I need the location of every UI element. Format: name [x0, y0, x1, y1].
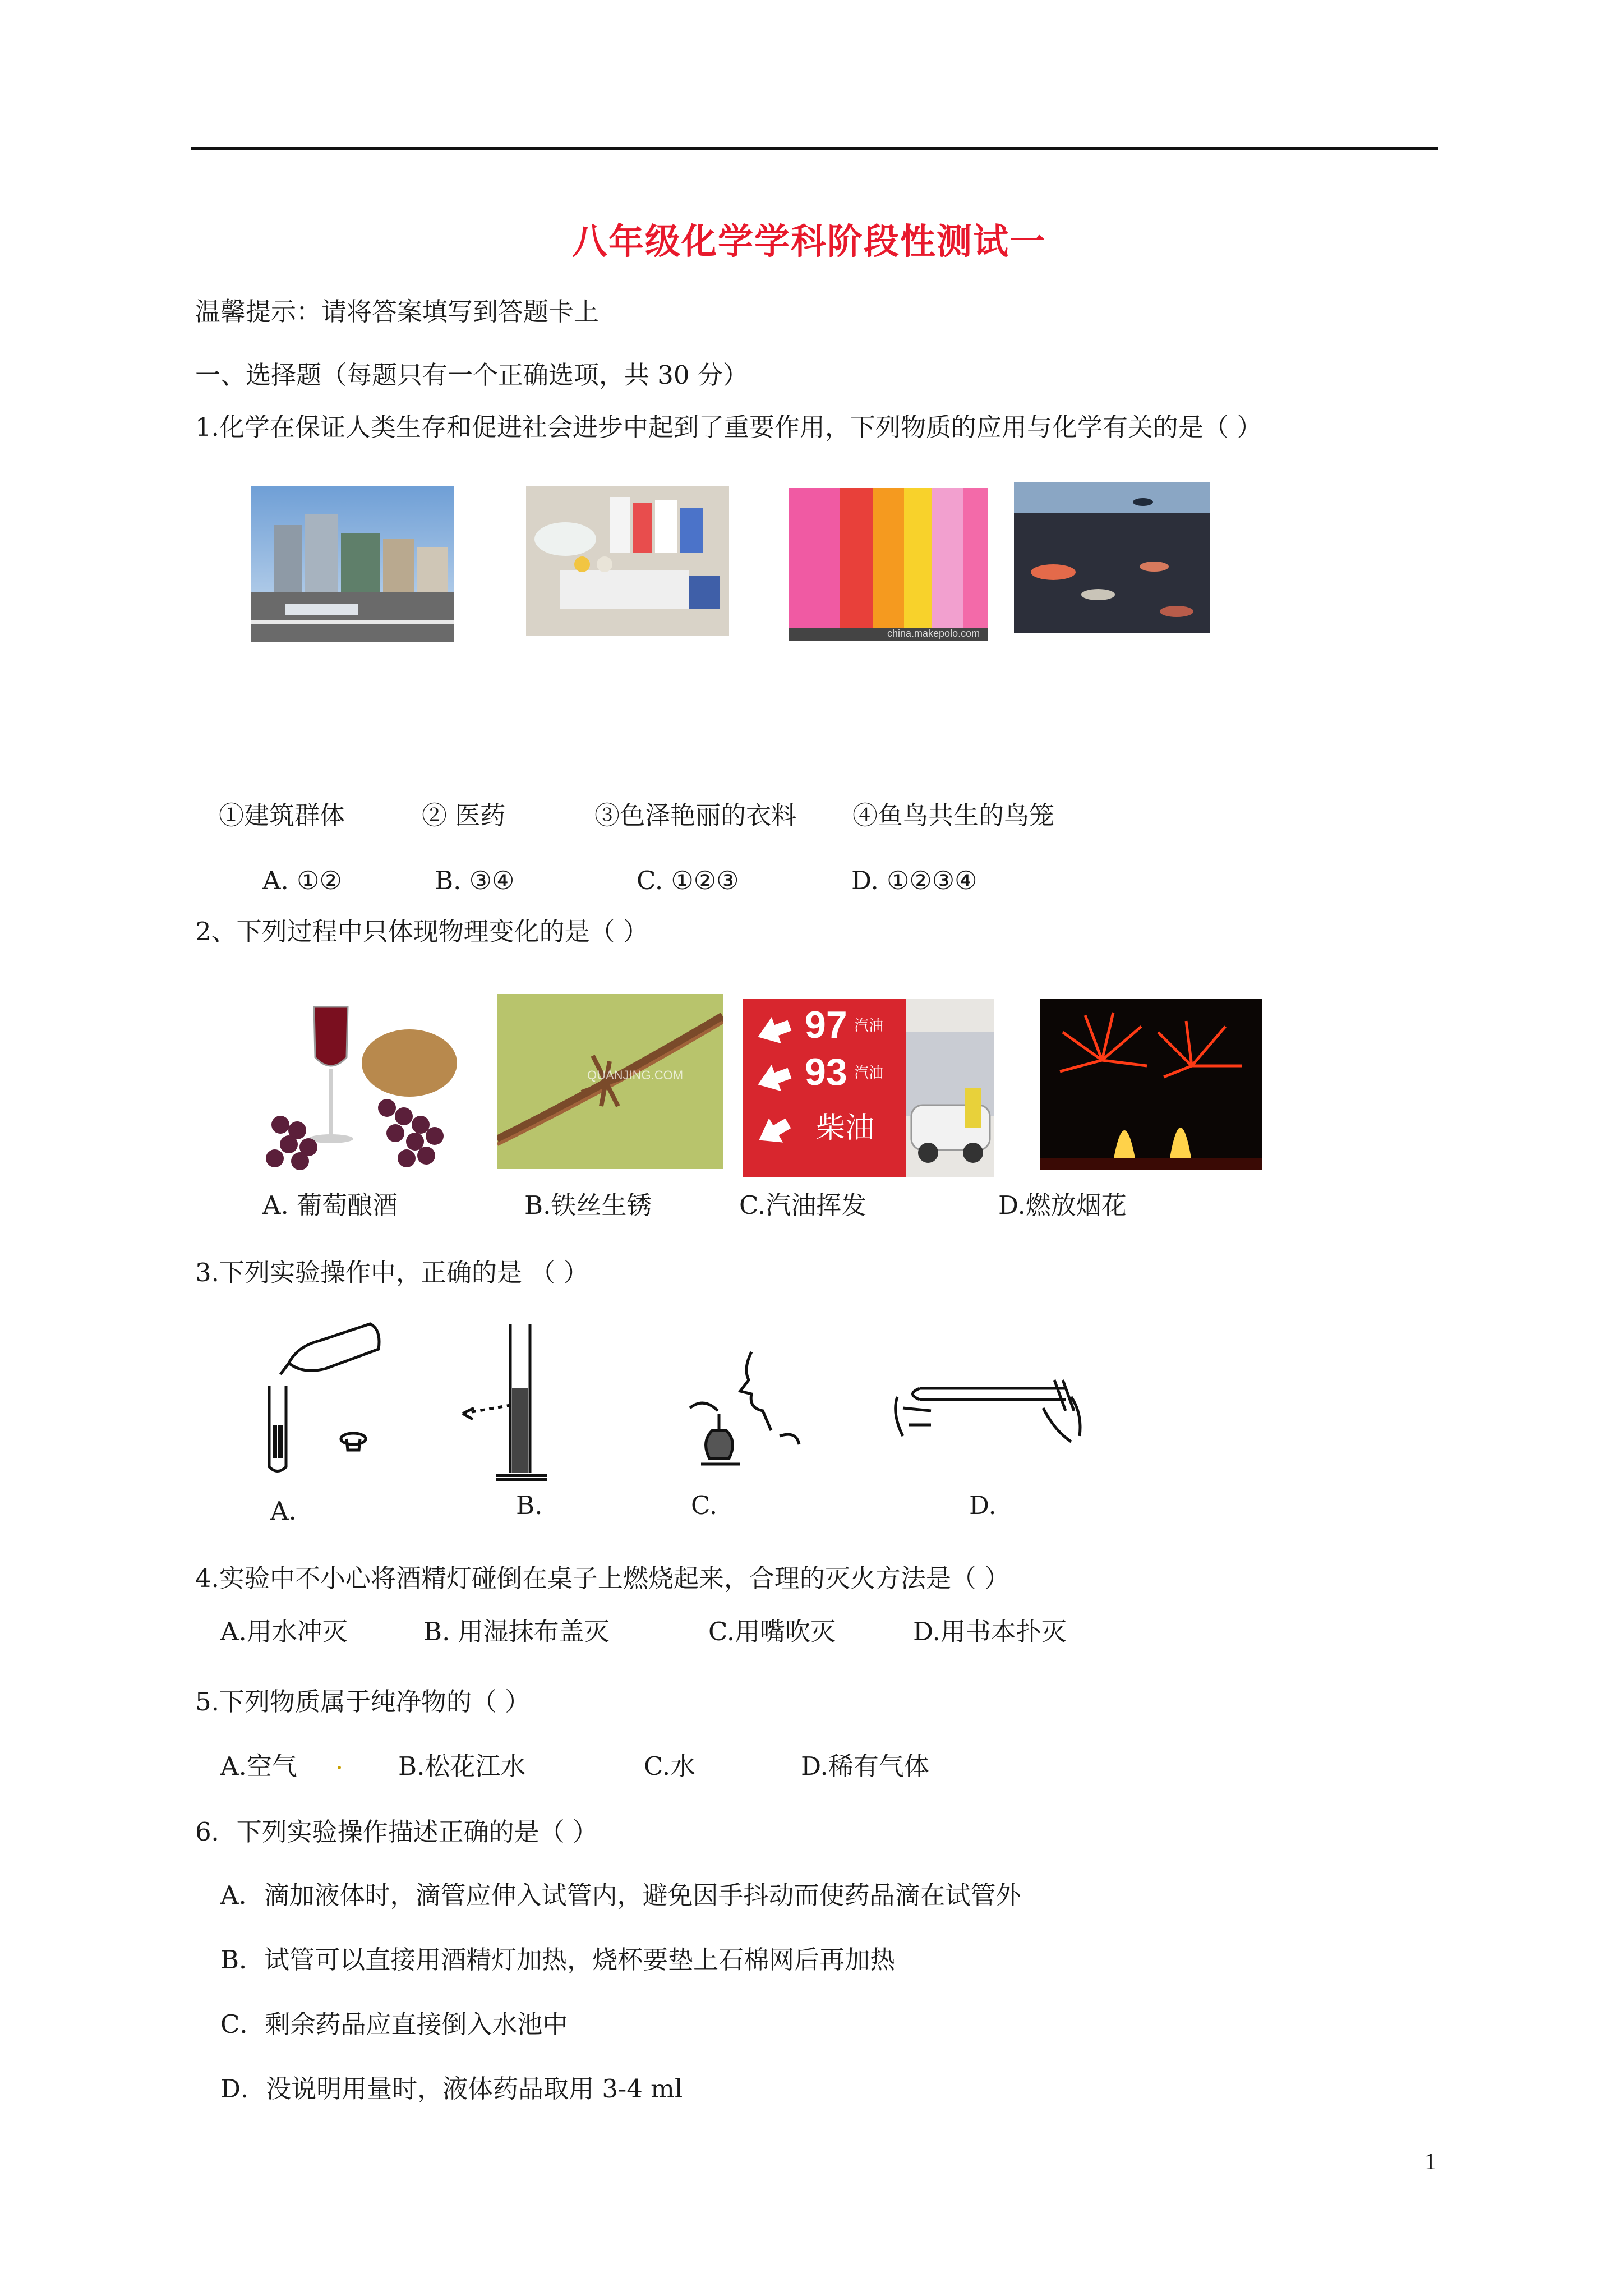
q1-image-label-1: ①建筑群体 [219, 800, 345, 830]
q2-option-b: B.铁丝生锈 [524, 1190, 652, 1220]
q3-option-b: B. [516, 1490, 543, 1520]
section-heading: 一、选择题（每题只有一个正确选项，共 30 分） [195, 360, 748, 390]
q2-image-rusted-wire [497, 994, 723, 1169]
q1-image-fabric [789, 488, 988, 641]
fabric-watermark: china.makepolo.com [887, 628, 980, 639]
q2-image-gas-station [743, 999, 994, 1177]
q1-image-label-4: ④鱼鸟共生的鸟笼 [852, 800, 1055, 830]
sign-97: 97 [805, 1004, 847, 1046]
q5-option-d: D.稀有气体 [801, 1751, 929, 1781]
q1-image-buildings [251, 486, 454, 642]
q3-figure-c-smelling [679, 1346, 808, 1481]
q2-image-fireworks [1040, 999, 1262, 1170]
page-title: 八年级化学学科阶段性测试一 [572, 220, 1046, 262]
q3-option-c: C. [691, 1490, 718, 1520]
q1-image-aquarium [1014, 482, 1210, 633]
q1-image-label-2: ② 医药 [422, 800, 506, 830]
stray-mark [338, 1766, 341, 1769]
q4-option-d: D.用书本扑灭 [913, 1617, 1067, 1646]
q1-option-c: C. ①②③ [637, 866, 739, 895]
q1-image-label-3: ③色泽艳丽的衣料 [594, 800, 797, 830]
page-number: 1 [1424, 2149, 1436, 2175]
q4-stem: 4.实验中不小心将酒精灯碰倒在桌子上燃烧起来，合理的灭火方法是（ ） [195, 1563, 1010, 1593]
header-rule [191, 147, 1438, 150]
sign-diesel: 柴油 [816, 1111, 875, 1145]
q2-stem: 2、下列过程中只体现物理变化的是（ ） [195, 917, 648, 946]
q4-option-c: C.用嘴吹灭 [708, 1617, 836, 1646]
sign-gasoline-2: 汽油 [854, 1065, 884, 1082]
sign-93: 93 [805, 1051, 847, 1093]
q6-option-d: D．没说明用量时，液体药品取用 3-4 ml [220, 2074, 683, 2104]
q5-option-c: C.水 [644, 1751, 696, 1781]
q1-image-medicine [526, 486, 729, 636]
q3-stem: 3.下列实验操作中，正确的是 （ ） [195, 1258, 589, 1287]
q2-option-c: C.汽油挥发 [739, 1190, 867, 1220]
q1-stem: 1.化学在保证人类生存和促进社会进步中起到了重要作用，下列物质的应用与化学有关的是（ ） [195, 412, 1262, 442]
q2-image-grapes-wine [258, 996, 458, 1175]
wire-watermark: QUANJING.COM [587, 1068, 684, 1082]
q3-figure-b-cylinder [457, 1321, 569, 1484]
q2-option-a: A. 葡萄酿酒 [262, 1190, 398, 1220]
sign-gasoline-1: 汽油 [854, 1018, 884, 1034]
q1-option-b: B. ③④ [435, 866, 515, 895]
q2-option-d: D.燃放烟花 [998, 1190, 1127, 1220]
q1-option-d: D. ①②③④ [851, 866, 978, 895]
q6-option-c: C．剩余药品应直接倒入水池中 [220, 2009, 568, 2039]
q5-option-b: B.松花江水 [398, 1751, 526, 1781]
q3-figure-a-pouring [258, 1318, 387, 1481]
tip-text: 温馨提示：请将答案填写到答题卡上 [195, 297, 600, 326]
q6-stem: 6．下列实验操作描述正确的是（ ） [195, 1817, 598, 1847]
q3-figure-d-test-tube [886, 1358, 1088, 1458]
q1-option-a: A. ①② [262, 866, 342, 895]
q3-option-d: D. [969, 1490, 997, 1520]
q6-option-b: B．试管可以直接用酒精灯加热，烧杯要垫上石棉网后再加热 [220, 1945, 896, 1975]
q4-option-a: A.用水冲灭 [220, 1617, 348, 1646]
q5-option-a: A.空气 [220, 1751, 297, 1781]
q6-option-a: A．滴加液体时，滴管应伸入试管内，避免因手抖动而使药品滴在试管外 [220, 1880, 1021, 1910]
q4-option-b: B. 用湿抹布盖灭 [423, 1617, 610, 1646]
q5-stem: 5.下列物质属于纯净物的（ ） [195, 1687, 531, 1717]
q3-option-a: A. [270, 1496, 297, 1526]
